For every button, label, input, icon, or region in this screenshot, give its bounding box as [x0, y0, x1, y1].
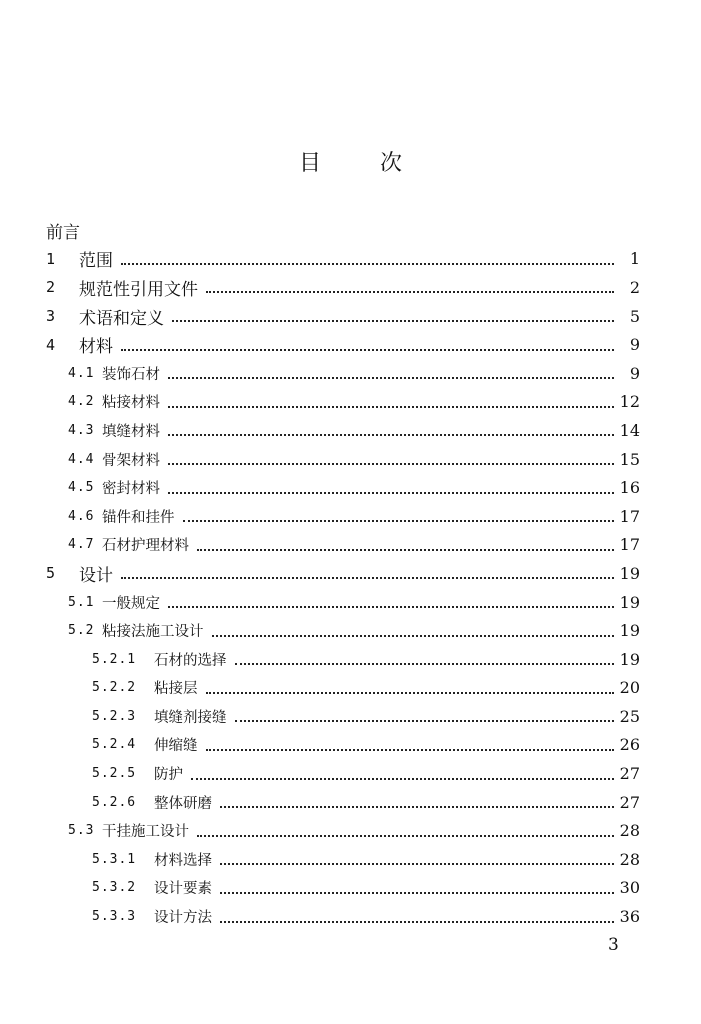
toc-entry-title: 前言 — [46, 222, 80, 243]
toc-entry-page: 9 — [629, 363, 640, 383]
toc-dot-leader — [206, 749, 614, 751]
toc-entry-title: 干挂施工设计 — [102, 824, 189, 841]
toc-dot-leader — [220, 806, 614, 808]
toc-entry-title: 设计要素 — [154, 881, 212, 898]
toc-entry-title: 整体研磨 — [154, 795, 212, 812]
toc-entry[interactable] — [46, 816, 640, 845]
toc-entry-number: 4.1 — [68, 365, 95, 381]
toc-dot-leader — [168, 406, 614, 408]
toc-dot-leader — [235, 720, 614, 722]
toc-entry-page: 9 — [629, 335, 640, 355]
toc-entry[interactable] — [46, 330, 640, 359]
toc-entry[interactable] — [46, 302, 640, 331]
toc-entry-title: 伸缩缝 — [154, 738, 198, 755]
toc-entry-title: 密封材料 — [102, 481, 160, 498]
toc-entry-page: 26 — [619, 735, 640, 755]
toc-entry-title: 一般规定 — [102, 595, 160, 612]
toc-dot-leader — [168, 434, 614, 436]
toc-heading-char-2: 次 — [380, 151, 403, 176]
toc-dot-leader — [168, 463, 614, 465]
toc-dot-leader — [197, 549, 614, 551]
toc-entry-page: 27 — [619, 764, 640, 784]
toc-entry-number: 5.2.5 — [92, 766, 137, 782]
toc-entry-number: 1 — [46, 249, 56, 268]
toc-entry-number: 5.3 — [68, 823, 95, 839]
toc-entry-page: 15 — [619, 449, 640, 469]
toc-entry-page: 20 — [619, 678, 640, 698]
toc-entry-page: 2 — [629, 277, 640, 297]
toc-entry-page: 25 — [619, 706, 640, 726]
toc-entry[interactable] — [46, 388, 640, 417]
page-number: 3 — [608, 935, 619, 955]
toc-entry-title: 粘接法施工设计 — [102, 624, 204, 641]
toc-entry-page: 17 — [619, 535, 640, 555]
toc-entry[interactable] — [46, 445, 640, 474]
table-of-contents — [46, 216, 640, 931]
toc-entry-number: 4.3 — [68, 422, 95, 438]
toc-dot-leader — [121, 349, 614, 351]
toc-entry[interactable] — [46, 531, 640, 560]
toc-entry-title: 材料选择 — [154, 852, 212, 869]
toc-entry-title: 装饰石材 — [102, 366, 160, 383]
toc-entry-number: 2 — [46, 278, 56, 297]
toc-entry[interactable] — [46, 702, 640, 731]
toc-entry-page: 16 — [619, 478, 640, 498]
toc-dot-leader — [183, 520, 614, 522]
toc-entry-page: 27 — [619, 792, 640, 812]
toc-entry[interactable] — [46, 359, 640, 388]
toc-entry[interactable] — [46, 845, 640, 874]
toc-heading — [0, 146, 701, 177]
toc-entry-title: 石材护理材料 — [102, 538, 189, 555]
toc-entry-title: 粘接层 — [154, 681, 198, 698]
toc-dot-leader — [168, 377, 614, 379]
toc-heading-char-1: 目 — [298, 151, 321, 176]
toc-entry[interactable] — [46, 416, 640, 445]
toc-entry[interactable] — [46, 731, 640, 760]
toc-entry-title: 石材的选择 — [154, 652, 227, 669]
toc-entry-number: 5.1 — [68, 594, 95, 610]
toc-entry[interactable] — [46, 759, 640, 788]
toc-entry-title: 粘接材料 — [102, 395, 160, 412]
toc-entry-page: 19 — [619, 592, 640, 612]
toc-dot-leader — [168, 606, 614, 608]
toc-entry[interactable] — [46, 674, 640, 703]
toc-entry-page: 5 — [629, 306, 640, 326]
toc-entry-number: 5.2.6 — [92, 794, 137, 810]
toc-entry-foreword[interactable] — [46, 216, 640, 245]
toc-entry[interactable] — [46, 588, 640, 617]
toc-dot-leader — [168, 492, 614, 494]
toc-entry[interactable] — [46, 559, 640, 588]
toc-dot-leader — [206, 291, 614, 293]
toc-entry-page: 19 — [619, 649, 640, 669]
toc-entry-number: 5 — [46, 564, 56, 583]
toc-entry-number: 4.2 — [68, 394, 95, 410]
toc-entry-number: 4.7 — [68, 537, 95, 553]
toc-entry[interactable] — [46, 273, 640, 302]
toc-entry-page: 1 — [629, 249, 640, 269]
toc-entry-number: 5.2.2 — [92, 680, 137, 696]
toc-dot-leader — [197, 835, 614, 837]
toc-entry-title: 材料 — [79, 337, 113, 358]
toc-entry-number: 5.2.3 — [92, 708, 137, 724]
toc-entry-page: 14 — [619, 420, 640, 440]
toc-entry-page: 30 — [619, 878, 640, 898]
toc-entry-number: 4 — [46, 335, 56, 354]
toc-entry-page: 28 — [619, 821, 640, 841]
toc-dot-leader — [191, 778, 614, 780]
toc-entry-number: 5.2 — [68, 623, 95, 639]
toc-dot-leader — [220, 921, 614, 923]
toc-entry-number: 5.2.4 — [92, 737, 137, 753]
toc-entry[interactable] — [46, 788, 640, 817]
toc-dot-leader — [121, 263, 614, 265]
toc-entry-number: 5.3.2 — [92, 880, 137, 896]
toc-entry-title: 防护 — [154, 767, 183, 784]
toc-dot-leader — [121, 577, 614, 579]
toc-entry-page: 19 — [619, 621, 640, 641]
toc-entry-page: 19 — [619, 563, 640, 583]
toc-entry[interactable] — [46, 502, 640, 531]
toc-dot-leader — [235, 663, 614, 665]
toc-entry-title: 填缝剂接缝 — [154, 709, 227, 726]
toc-entry-number: 5.3.3 — [92, 909, 137, 925]
toc-entry-page: 36 — [619, 907, 640, 927]
toc-entry-number: 5.2.1 — [92, 651, 137, 667]
toc-entry-title: 设计方法 — [154, 910, 212, 927]
toc-entry-page: 17 — [619, 506, 640, 526]
toc-entry[interactable] — [46, 245, 640, 274]
toc-dot-leader — [172, 320, 614, 322]
toc-entry-title: 锚件和挂件 — [102, 509, 175, 526]
toc-entry-title: 规范性引用文件 — [79, 279, 198, 300]
toc-entry-page: 28 — [619, 849, 640, 869]
toc-entry-number: 4.5 — [68, 480, 95, 496]
toc-dot-leader — [220, 863, 614, 865]
toc-entry[interactable] — [46, 874, 640, 903]
toc-entry-number: 3 — [46, 307, 56, 326]
toc-dot-leader — [206, 692, 614, 694]
toc-entry-title: 范围 — [79, 251, 113, 272]
toc-entry[interactable] — [46, 645, 640, 674]
toc-entry-number: 4.6 — [68, 508, 95, 524]
toc-entry-title: 骨架材料 — [102, 452, 160, 469]
toc-entry-title: 填缝材料 — [102, 423, 160, 440]
toc-entry[interactable] — [46, 616, 640, 645]
toc-entry[interactable] — [46, 473, 640, 502]
toc-entry-title: 设计 — [79, 565, 113, 586]
toc-entry-page: 12 — [619, 392, 640, 412]
toc-dot-leader — [220, 892, 614, 894]
toc-entry-title: 术语和定义 — [79, 308, 164, 329]
toc-entry-number: 5.3.1 — [92, 851, 137, 867]
toc-entry[interactable] — [46, 902, 640, 931]
toc-entry-number: 4.4 — [68, 451, 95, 467]
toc-dot-leader — [212, 635, 614, 637]
